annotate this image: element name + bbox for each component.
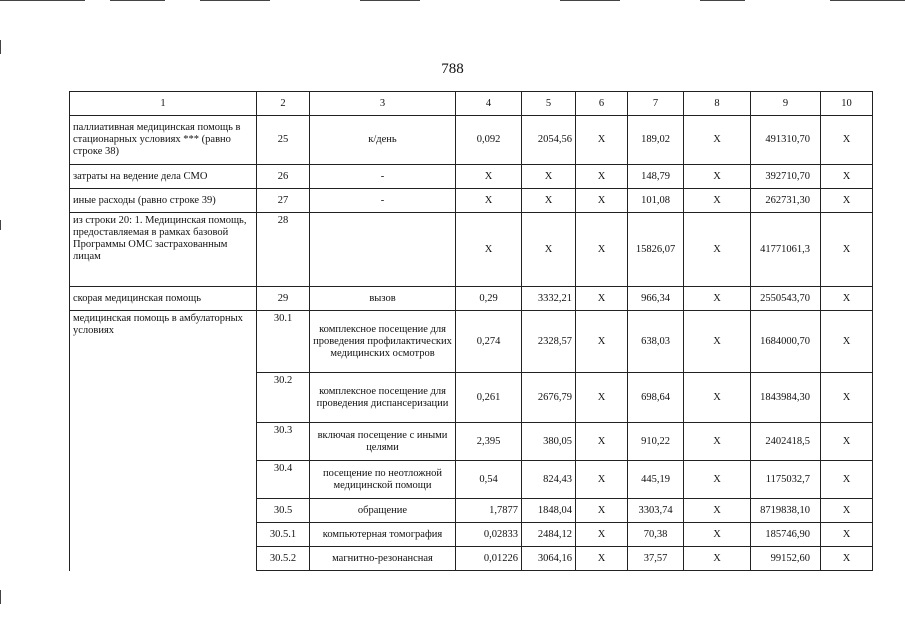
header-cell: 1 — [70, 92, 257, 116]
row-name: из строки 20: 1. Медицинская помощь, предоставляемая в рамках базовой Программы ОМС застрахованным лицам — [70, 213, 257, 287]
value-cell: X — [576, 423, 628, 461]
value-cell: X — [821, 311, 873, 373]
value-cell: 2328,57 — [522, 311, 576, 373]
value-cell: 37,57 — [628, 547, 684, 571]
line-number: 30.5 — [257, 499, 310, 523]
line-number: 30.5.2 — [257, 547, 310, 571]
scan-artifact-line — [0, 0, 85, 1]
value-cell: 0,54 — [456, 461, 522, 499]
header-row — [70, 92, 873, 116]
value-cell: 1843984,30 — [751, 373, 821, 423]
value-cell: 99152,60 — [751, 547, 821, 571]
header-cell: 9 — [751, 92, 821, 116]
value-cell: 1848,04 — [522, 499, 576, 523]
value-cell: X — [684, 523, 751, 547]
table-row — [70, 213, 873, 287]
value-cell: X — [576, 213, 628, 287]
row-name: скорая медицинская помощь — [70, 287, 257, 311]
line-number: 25 — [257, 116, 310, 165]
page-number: 788 — [441, 61, 464, 77]
unit-cell: магнитно-резонансная — [310, 547, 456, 571]
value-cell: 491310,70 — [751, 116, 821, 165]
row-name: паллиативная медицинская помощь в стационарных условиях *** (равно строке 38) — [70, 116, 257, 165]
value-cell: X — [522, 213, 576, 287]
unit-cell — [310, 213, 456, 287]
value-cell: X — [821, 213, 873, 287]
value-cell: X — [684, 547, 751, 571]
value-cell: X — [821, 287, 873, 311]
scan-artifact-line — [700, 0, 745, 1]
value-cell: 638,03 — [628, 311, 684, 373]
unit-cell: вызов — [310, 287, 456, 311]
line-number: 29 — [257, 287, 310, 311]
value-cell: 0,274 — [456, 311, 522, 373]
value-cell: 2484,12 — [522, 523, 576, 547]
value-cell: X — [684, 287, 751, 311]
line-number: 30.1 — [257, 311, 310, 373]
value-cell: X — [576, 165, 628, 189]
value-cell: X — [576, 287, 628, 311]
value-cell: X — [821, 547, 873, 571]
value-cell: 966,34 — [628, 287, 684, 311]
value-cell: 262731,30 — [751, 189, 821, 213]
value-cell: X — [821, 499, 873, 523]
unit-cell: посещение по неотложной медицинской помощи — [310, 461, 456, 499]
value-cell: X — [456, 189, 522, 213]
header-cell: 3 — [310, 92, 456, 116]
unit-cell: комплексное посещение для проведения диспансеризации — [310, 373, 456, 423]
value-cell: X — [821, 373, 873, 423]
value-cell: X — [684, 423, 751, 461]
unit-cell: компьютерная томография — [310, 523, 456, 547]
scan-artifact-line — [360, 0, 420, 1]
value-cell: 445,19 — [628, 461, 684, 499]
unit-cell: обращение — [310, 499, 456, 523]
value-cell: X — [576, 547, 628, 571]
value-cell: X — [821, 523, 873, 547]
table-row — [70, 189, 873, 213]
value-cell: 1684000,70 — [751, 311, 821, 373]
value-cell: 3064,16 — [522, 547, 576, 571]
value-cell: 698,64 — [628, 373, 684, 423]
value-cell: 148,79 — [628, 165, 684, 189]
value-cell: X — [684, 189, 751, 213]
value-cell: 101,08 — [628, 189, 684, 213]
value-cell: X — [684, 461, 751, 499]
value-cell: 3303,74 — [628, 499, 684, 523]
value-cell: 0,02833 — [456, 523, 522, 547]
value-cell: 910,22 — [628, 423, 684, 461]
value-cell: X — [821, 165, 873, 189]
value-cell: 2,395 — [456, 423, 522, 461]
value-cell: X — [522, 189, 576, 213]
value-cell: X — [684, 213, 751, 287]
value-cell: X — [576, 461, 628, 499]
header-cell: 10 — [821, 92, 873, 116]
header-cell: 7 — [628, 92, 684, 116]
line-number: 30.2 — [257, 373, 310, 423]
value-cell: X — [684, 373, 751, 423]
value-cell: 185746,90 — [751, 523, 821, 547]
value-cell: 1175032,7 — [751, 461, 821, 499]
value-cell: 824,43 — [522, 461, 576, 499]
value-cell: 2676,79 — [522, 373, 576, 423]
unit-cell: включая посещение с иными целями — [310, 423, 456, 461]
value-cell: X — [576, 311, 628, 373]
unit-cell: - — [310, 189, 456, 213]
line-number: 27 — [257, 189, 310, 213]
scan-artifact-line — [110, 0, 165, 1]
value-cell: 2054,56 — [522, 116, 576, 165]
table-row — [70, 165, 873, 189]
value-cell: X — [576, 499, 628, 523]
line-number: 28 — [257, 213, 310, 287]
value-cell: X — [576, 523, 628, 547]
value-cell: 41771061,3 — [751, 213, 821, 287]
value-cell: X — [684, 165, 751, 189]
tariff-table — [69, 91, 873, 571]
value-cell: 0,01226 — [456, 547, 522, 571]
value-cell: X — [684, 116, 751, 165]
value-cell: X — [821, 116, 873, 165]
unit-cell: к/день — [310, 116, 456, 165]
value-cell: 0,261 — [456, 373, 522, 423]
value-cell: 2402418,5 — [751, 423, 821, 461]
value-cell: X — [522, 165, 576, 189]
value-cell: X — [821, 461, 873, 499]
line-number: 30.5.1 — [257, 523, 310, 547]
value-cell: 2550543,70 — [751, 287, 821, 311]
value-cell: 8719838,10 — [751, 499, 821, 523]
value-cell: X — [576, 373, 628, 423]
value-cell: X — [576, 189, 628, 213]
row-name: иные расходы (равно строке 39) — [70, 189, 257, 213]
value-cell: X — [576, 116, 628, 165]
row-name: медицинская помощь в амбулаторных условиях — [70, 311, 257, 571]
table-row — [70, 311, 873, 373]
value-cell: X — [821, 189, 873, 213]
unit-cell: комплексное посещение для проведения профилактических медицинских осмотров — [310, 311, 456, 373]
row-name: затраты на ведение дела СМО — [70, 165, 257, 189]
table-row — [70, 116, 873, 165]
line-number: 26 — [257, 165, 310, 189]
scan-artifact-line — [560, 0, 620, 1]
value-cell: 392710,70 — [751, 165, 821, 189]
scan-artifact-line — [0, 220, 1, 230]
unit-cell: - — [310, 165, 456, 189]
value-cell: 3332,21 — [522, 287, 576, 311]
header-cell: 2 — [257, 92, 310, 116]
table-row — [70, 287, 873, 311]
value-cell: 0,29 — [456, 287, 522, 311]
value-cell: 380,05 — [522, 423, 576, 461]
value-cell: 15826,07 — [628, 213, 684, 287]
value-cell: X — [456, 213, 522, 287]
value-cell: 1,7877 — [456, 499, 522, 523]
scan-artifact-line — [0, 40, 1, 54]
value-cell: 189,02 — [628, 116, 684, 165]
line-number: 30.3 — [257, 423, 310, 461]
value-cell: 0,092 — [456, 116, 522, 165]
line-number: 30.4 — [257, 461, 310, 499]
value-cell: X — [684, 311, 751, 373]
value-cell: X — [821, 423, 873, 461]
header-cell: 8 — [684, 92, 751, 116]
scan-artifact-line — [0, 590, 1, 604]
scan-artifact-line — [200, 0, 270, 1]
value-cell: 70,38 — [628, 523, 684, 547]
scan-artifact-line — [830, 0, 905, 1]
value-cell: X — [456, 165, 522, 189]
value-cell: X — [684, 499, 751, 523]
header-cell: 4 — [456, 92, 522, 116]
header-cell: 5 — [522, 92, 576, 116]
header-cell: 6 — [576, 92, 628, 116]
